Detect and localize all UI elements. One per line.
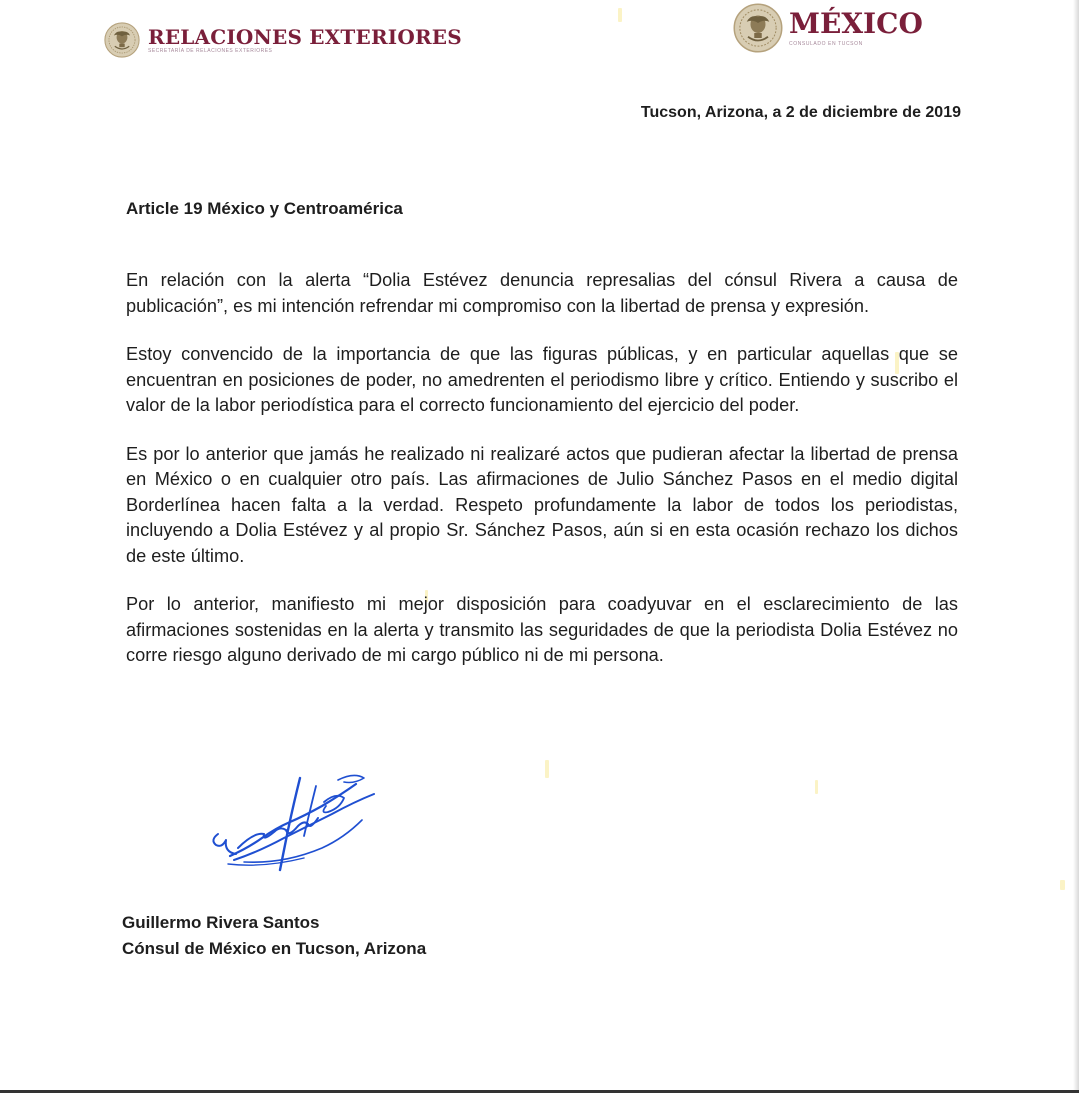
mexican-eagle-seal-icon	[104, 22, 140, 58]
body-paragraph: En relación con la alerta “Dolia Estévez denuncia represalias del cónsul Rivera a causa de publicación”, es mi intención refrendar mi compromiso con la libertad de prensa y expresión.	[126, 270, 958, 316]
sre-logo-subtitle: SECRETARÍA DE RELACIONES EXTERIORES	[148, 47, 273, 54]
sre-logo	[104, 20, 462, 60]
consulate-logo-subtitle: CONSULADO EN TUCSON	[789, 41, 863, 47]
paper-speck	[545, 760, 549, 778]
consulate-logo-title: MÉXICO	[789, 7, 923, 40]
signer-block	[122, 910, 426, 962]
sre-logo-title: RELACIONES EXTERIORES	[148, 24, 462, 49]
letter-date: Tucson, Arizona, a 2 de diciembre de 2019	[640, 104, 961, 121]
letter-addressee: Article 19 México y Centroamérica	[126, 199, 403, 218]
body-paragraph: Es por lo anterior que jamás he realizado ni realizaré actos que pudieran afectar la libertad de prensa en México o en cualquier otro país. Las afirmaciones de Julio Sánchez Pasos en el medio digital Borderlínea hacen falta a la verdad. Respeto profundamente la labor de todos los periodistas, incluyendo a Dolia Estévez y al propio Sr. Sánchez Pasos, aún si en esta ocasión rechazo los dichos de este último.	[126, 443, 958, 566]
page-edge-shadow	[1073, 0, 1079, 1093]
paper-speck	[618, 8, 622, 22]
body-paragraph: Por lo anterior, manifiesto mi mejor disposición para coadyuvar en el esclarecimiento de las afirmaciones sostenidas en la alerta y transmito las seguridades de que la periodista Dolia Estévez no corre riesgo alguno derivado de mi cargo público ni de mi persona.	[126, 594, 958, 665]
body-paragraph: Estoy convencido de la importancia de que las figuras públicas, y en particular aquellas que se encuentran en posiciones de poder, no amedrenten el periodismo libre y crítico. Entiendo y suscribo el valor de la labor periodística para el correcto funcionamiento del ejercicio del poder.	[126, 344, 958, 415]
letter-body	[126, 268, 958, 692]
paper-speck	[815, 780, 818, 794]
paper-speck	[1060, 880, 1065, 890]
handwritten-signature-icon	[204, 772, 384, 882]
signer-title: Cónsul de México en Tucson, Arizona	[122, 939, 427, 958]
mexican-eagle-seal-icon	[733, 3, 783, 53]
consulate-logo	[733, 2, 923, 54]
signer-name: Guillermo Rivera Santos	[122, 913, 320, 932]
